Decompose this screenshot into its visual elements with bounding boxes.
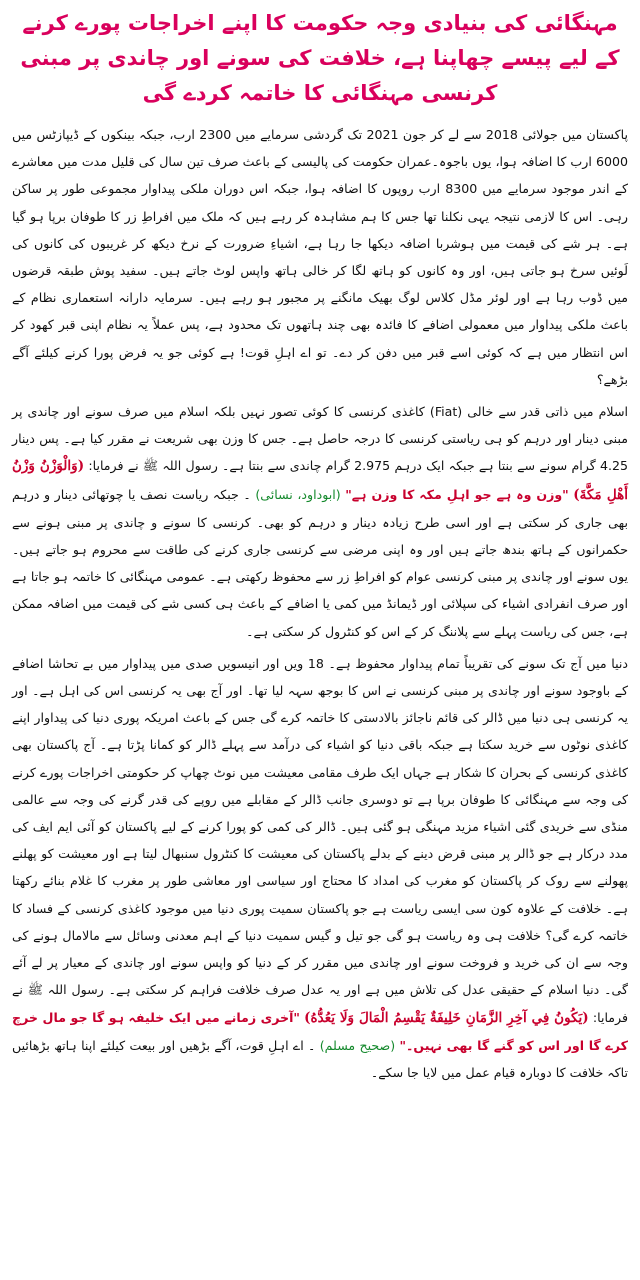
paragraph-inflation-statistics: پاکستان میں جولائی 2018 سے لے کر جون 2021 تک گردشی سرمایے میں 2300 ارب، جبکہ بینکوں کے ڈیپازٹس میں 6000 ارب کا اضافہ ہوا، یوں باجوہ۔عمران حکومت کی پالیسی کے باعث صرف تین سال کی قلیل مدت میں معاشرے کے اندر موجود سرمایے میں 8300 ارب روپوں کا اضافہ ہوا، جبکہ اس دوران ملکی پیداوار مجموعی طور پر ساکن رہی۔ اس کا لازمی نتیجہ یہی نکلنا تھا جس کا ہم مشاہدہ کر رہے ہیں کہ ملک میں افراطِ زر کا طوفان برپا ہو گیا ہے۔ ہر شے کی قیمت میں ہوشربا اضافہ دیکھا جا رہا ہے، اشیاءِ ضرورت کے نرخ دیکھ کر غریبوں کی کانوں کی لَوئیں سرخ ہو جاتی ہیں، اور وہ کانوں کو ہاتھ لگا کر خالی ہاتھ واپس لوٹ جاتے ہیں۔ سفید پوش طبقہ قرضوں میں ڈوب رہا ہے اور لوئر مڈل کلاس لوگ بھیک مانگنے پر مجبور ہو رہے ہیں۔ سرمایہ دارانہ استعماری نظام کے باعث ملکی پیداوار میں معمولی اضافے کا فائدہ بھی چند ہاتھوں تک محدود ہے، پس عملاً یہ نظام اپنی قبر کھود کر اس انتظار میں ہے کہ کوئی اسے قبر میں دفن کر دے۔ تو اے اہلِ قوت! ہے کوئی جو یہ فرض پورا کرنے کیلئے آگے بڑھے؟ [12,127,629,387]
paragraph-gold-silver-currency [12,398,628,645]
paragraph-text: اسلام میں ذاتی قدر سے خالی (Fiat) کاغذی کرنسی کا کوئی تصور نہیں بلکہ اسلام میں صرف سونے اور چاندی پر مبنی دینار اور درہم کو ہی ریاستی کرنسی کا درجہ حاصل ہے۔ جس کا وزن بھی شریعت نے مقرر کیا ہے۔ پس دینار 4.25 گرام سونے سے بنتا ہے جبکہ ایک درہم 2.975 گرام چاندی سے بنتا ہے۔ رسول اللہ ﷺ نے فرمایا: [12,404,628,474]
hadith-reference: (ابوداود، نسائی) [255,486,341,502]
paragraph-text: ۔ جبکہ ریاست نصف یا چوتھائی دینار و درہم بھی جاری کر سکتی ہے اور اسی طرح زیادہ دینار و درہم کو بھی۔ کرنسی کا سونے و چاندی پر مبنی ہونے سے حکمرانوں کے ہاتھ بندھ جاتے ہیں اور وہ اپنی مرضی سے کرنسی جاری کرنے کی طاقت سے محروم ہو جاتے ہیں۔ یوں سونے اور چاندی پر مبنی کرنسی عوام کو افراطِ زر سے محفوظ رکھتی ہے۔ عمومی مہنگائی کا خاتمہ ہو جاتا ہے اور صرف انفرادی اشیاء کی سپلائی اور ڈیمانڈ میں کمی یا اضافے کے باعث ہی کسی شے کی قیمت میں اضافہ ممکن ہے، جس کی ریاست پہلے سے پلاننگ کر کے اس کو کنٹرول کر سکتی ہے۔ [12,486,628,639]
hadith-translation: "وزن وہ ہے جو اہلِ مکہ کا وزن ہے" [345,486,569,502]
paragraph-khilafah-solution [12,650,628,1086]
hadith-translation: "آخری زمانے میں ایک خلیفہ ہو گا جو مال خرچ کرے گا اور اس کو گنے گا بھی نہیں۔" [12,1009,628,1053]
paragraph-text: ۔ اے اہلِ قوت، آگے بڑھیں اور بیعت کیلئے اپنا ہاتھ بڑھائیں تاکہ خلافت کا دوبارہ قیام عمل میں لایا جا سکے۔ [12,1037,628,1080]
hadith-reference: (صحیح مسلم) [319,1037,396,1053]
article-body [12,121,628,1086]
hadith-arabic-text: (يَكُونُ فِي آخِرِ الزَّمَانِ خَلِيفَةٌ يَقْسِمُ الْمَالَ وَلَا يَعُدُّهُ) [304,1009,589,1026]
hadith-arabic-text: (وَالْوَزْنُ وَزْنُ أَهْلِ مَكَّةَ) [12,458,628,503]
article-headline: مہنگائی کی بنیادی وجہ حکومت کا اپنے اخراجات پورے کرنے کے لیے پیسے چھاپنا ہے، خلافت کی سونے اور چاندی پر مبنی کرنسی مہنگائی کا خاتمہ کردے گی [20,11,620,105]
paragraph-text: دنیا میں آج تک سونے کی تقریباً تمام پیداوار محفوظ ہے۔ 18 ویں اور انیسویں صدی میں پیداوار میں بے تحاشا اضافے کے باوجود سونے اور چاندی پر مبنی کرنسی نے اس کا بوجھ سہہ لیا تھا۔ اور آج بھی یہ کرنسی اس کی اہل ہے۔ اور یہ کرنسی ہی دنیا میں ڈالر کی قائم ناجائز بالادستی کا خاتمہ کرے گی جس کے باعث امریکہ پوری دنیا کی پیداوار اپنے کاغذی نوٹوں سے خرید سکتا ہے جبکہ باقی دنیا کو اشیاء کی درآمد سے پہلے ڈالر کو کمانا پڑتا ہے۔ آج پاکستان بھی کاغذی کرنسی کے بحران کا شکار ہے جہاں ایک طرف مقامی معیشت میں نوٹ چھاپ کر حکومتی اخراجات پورے کرنے کی وجہ سے مہنگائی کا طوفان برپا ہے تو دوسری جانب ڈالر کے مقابلے میں روپے کی قدر گرنے کی وجہ سے عالمی منڈی سے خریدی گئی اشیاء مزید مہنگی ہو گئی ہیں۔ ڈالر کی کمی کو پورا کرنے کے لیے پاکستان کو آئی ایم ایف کی مدد درکار ہے جو ڈالر پر مبنی قرض دینے کے بدلے پاکستان کی معیشت کا کنٹرول سنبھال لیتا ہے اور معیشت کو پھلنے پھولنے سے روک کر پاکستان کو مغرب کی امداد کا محتاج اور سیاسی اور معاشی طور پر مغرب کا غلام بنائے رکھتا ہے۔ خلافت کے علاوہ کون سی ایسی ریاست ہے جو پاکستان سمیت پوری دنیا میں موجود کاغذی کرنسی کے فساد کا خاتمہ کرے گی؟ خلافت ہی وہ ریاست ہو گی جو تیل و گیس سمیت دنیا کے اہم معدنی وسائل سے مالامال ہونے کی وجہ سے ان کی خرید و فروخت سونے اور چاندی میں مقرر کر کے دنیا کو واپس سونے اور چاندی کے معیار پر لے آئے گی۔ دنیا اسلام کے حقیقی عدل کی تلاش میں ہے اور یہ عدل صرف خلافت فراہم کر سکتی ہے۔ رسول اللہ ﷺ نے فرمایا: [12,655,628,1025]
